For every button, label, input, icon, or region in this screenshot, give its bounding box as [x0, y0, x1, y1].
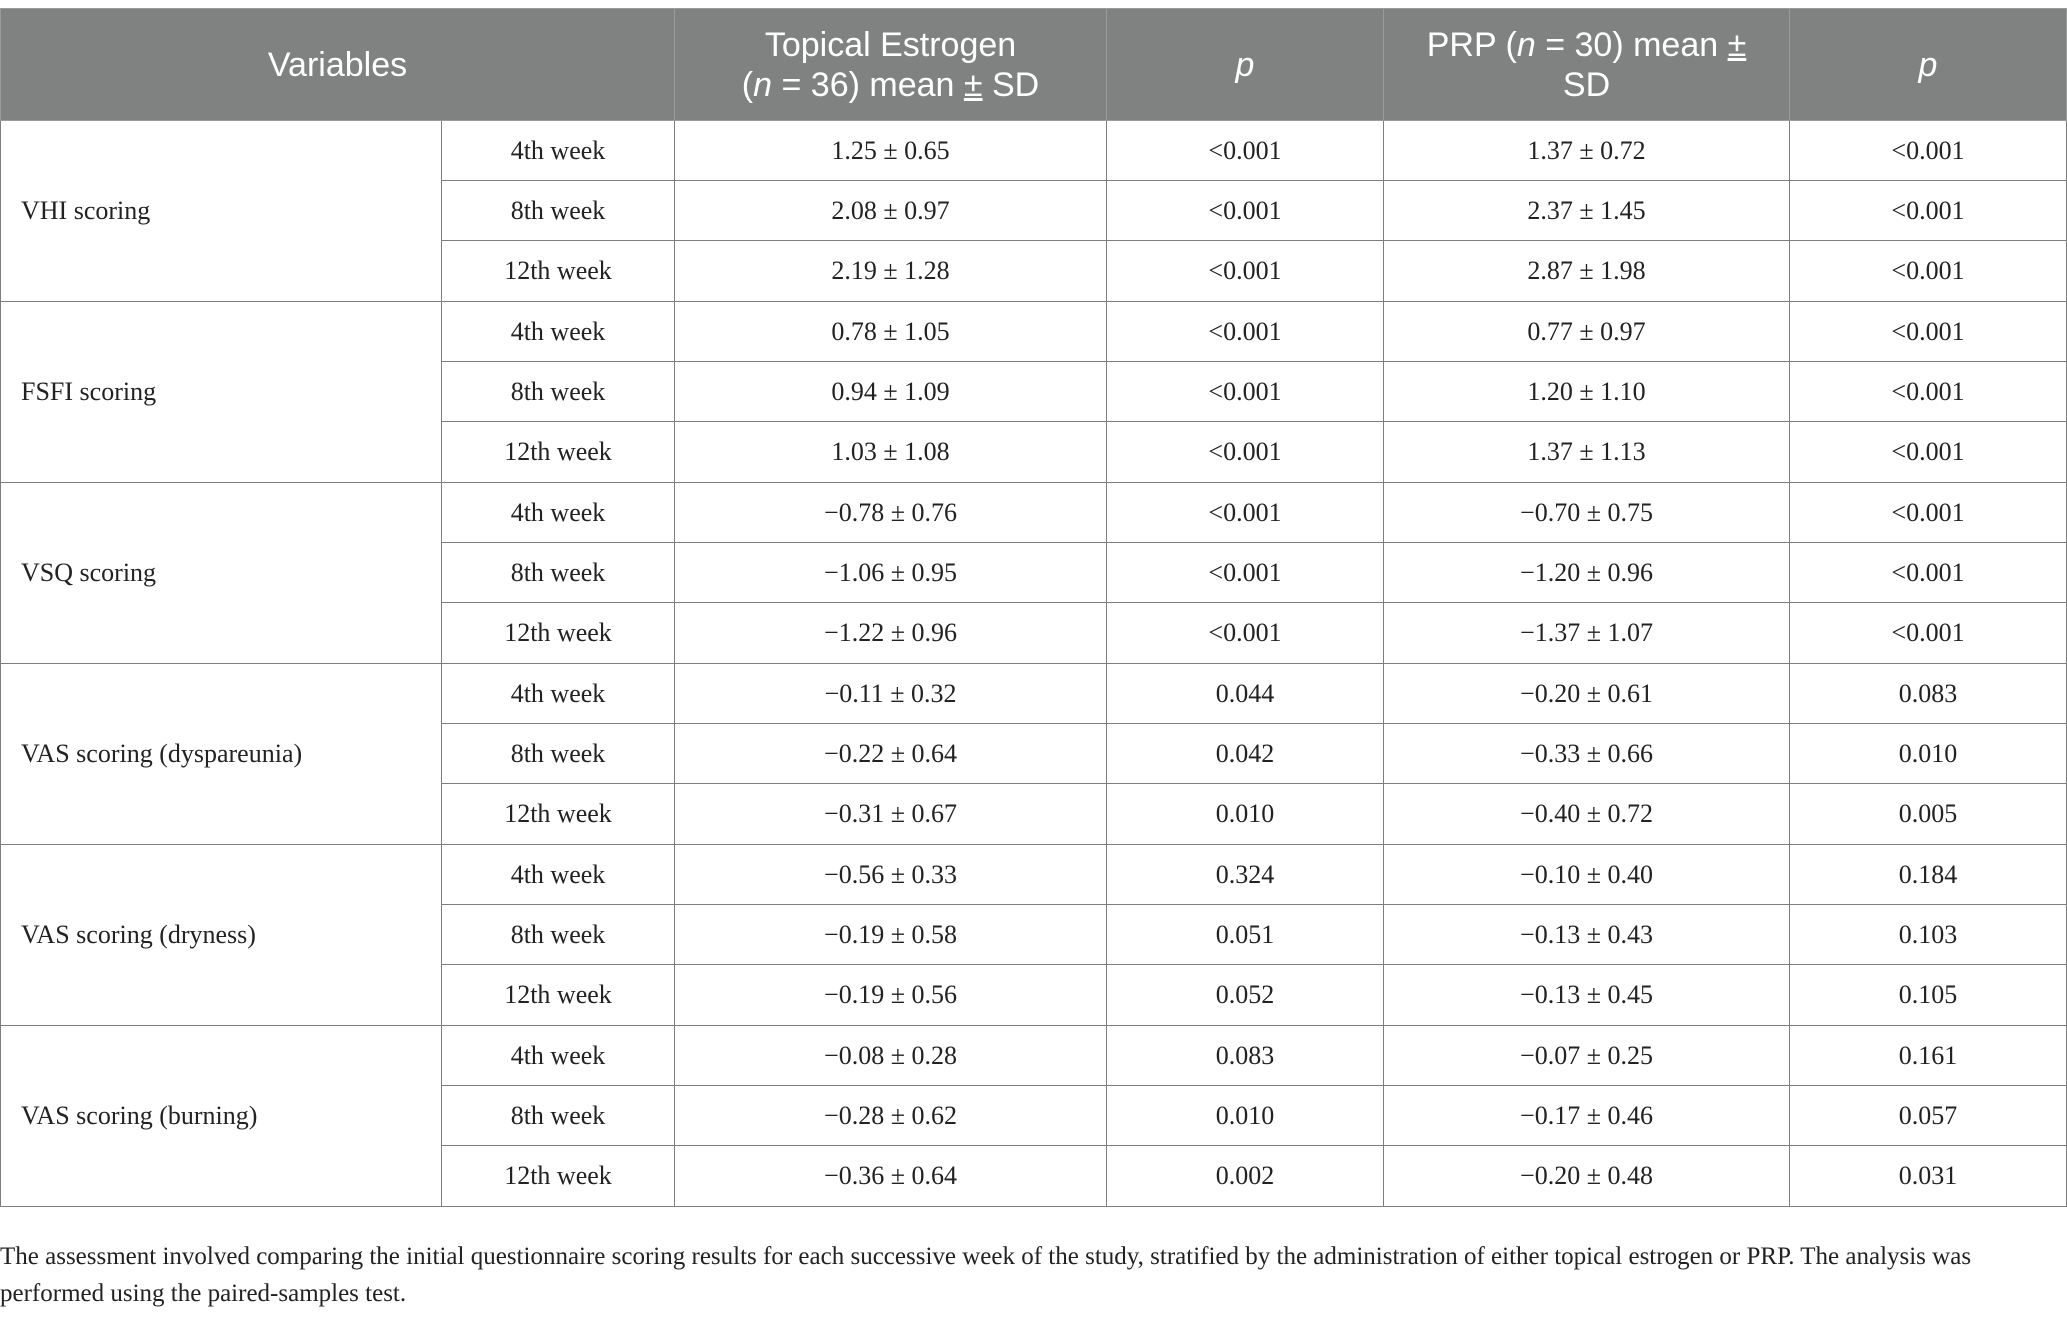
prp-p-cell: <0.001	[1790, 181, 2067, 241]
variable-cell: VSQ scoring	[1, 483, 442, 664]
prp-value-cell: 0.77 ± 0.97	[1384, 302, 1790, 362]
estrogen-value-cell: −0.19 ± 0.58	[675, 905, 1107, 965]
estrogen-p-cell: <0.001	[1107, 302, 1384, 362]
week-cell: 8th week	[442, 543, 675, 603]
week-cell: 4th week	[442, 845, 675, 905]
prp-value-cell: −0.40 ± 0.72	[1384, 784, 1790, 845]
estrogen-value-cell: −0.28 ± 0.62	[675, 1086, 1107, 1146]
week-cell: 12th week	[442, 241, 675, 302]
table-footnote: The assessment involved comparing the initial questionnaire scoring results for each successive week of the study, stratified by the administration of either topical estrogen or PRP. The analysis was performed using the paired-samples test.	[0, 1243, 1972, 1307]
estrogen-value-cell: −0.36 ± 0.64	[675, 1146, 1107, 1207]
prp-p-cell: 0.161	[1790, 1026, 2067, 1086]
estrogen-value-cell: 0.78 ± 1.05	[675, 302, 1107, 362]
estrogen-p-cell: <0.001	[1107, 241, 1384, 302]
week-cell: 4th week	[442, 664, 675, 724]
prp-value-cell: 2.37 ± 1.45	[1384, 181, 1790, 241]
estrogen-p-cell: 0.051	[1107, 905, 1384, 965]
header-prp-plusminus: ±	[1727, 25, 1747, 64]
week-cell: 12th week	[442, 422, 675, 483]
estrogen-p-cell: 0.052	[1107, 965, 1384, 1026]
prp-p-cell: 0.010	[1790, 724, 2067, 784]
week-cell: 4th week	[442, 1026, 675, 1086]
estrogen-p-cell: 0.324	[1107, 845, 1384, 905]
estrogen-p-cell: <0.001	[1107, 121, 1384, 181]
header-estrogen-line1: Topical Estrogen	[764, 25, 1017, 64]
header-p-prp: p	[1790, 9, 2067, 121]
header-estrogen-n-open: (	[741, 65, 754, 104]
prp-p-cell: 0.105	[1790, 965, 2067, 1026]
table-row	[1, 845, 2067, 905]
estrogen-value-cell: 1.03 ± 1.08	[675, 422, 1107, 483]
estrogen-value-cell: −1.22 ± 0.96	[675, 603, 1107, 664]
header-prp-sd: SD	[1562, 65, 1611, 104]
week-cell: 4th week	[442, 121, 675, 181]
table-body	[1, 121, 2067, 1207]
variable-cell: VAS scoring (burning)	[1, 1026, 442, 1207]
table-row	[1, 302, 2067, 362]
week-cell: 4th week	[442, 483, 675, 543]
week-cell: 12th week	[442, 784, 675, 845]
table-row	[1, 483, 2067, 543]
estrogen-value-cell: −0.56 ± 0.33	[675, 845, 1107, 905]
header-estrogen-n-rest: = 36) mean	[772, 65, 964, 104]
week-cell: 8th week	[442, 1086, 675, 1146]
estrogen-value-cell: 2.08 ± 0.97	[675, 181, 1107, 241]
estrogen-value-cell: −0.22 ± 0.64	[675, 724, 1107, 784]
week-cell: 8th week	[442, 724, 675, 784]
estrogen-p-cell: <0.001	[1107, 362, 1384, 422]
prp-value-cell: −0.07 ± 0.25	[1384, 1026, 1790, 1086]
prp-p-cell: <0.001	[1790, 483, 2067, 543]
prp-p-cell: <0.001	[1790, 121, 2067, 181]
table-row	[1, 664, 2067, 724]
header-prp-pre: PRP (	[1426, 25, 1517, 64]
estrogen-value-cell: 0.94 ± 1.09	[675, 362, 1107, 422]
estrogen-p-cell: <0.001	[1107, 543, 1384, 603]
variable-cell: VHI scoring	[1, 121, 442, 302]
estrogen-p-cell: 0.010	[1107, 1086, 1384, 1146]
prp-p-cell: <0.001	[1790, 241, 2067, 302]
prp-p-cell: 0.083	[1790, 664, 2067, 724]
week-cell: 4th week	[442, 302, 675, 362]
week-cell: 12th week	[442, 965, 675, 1026]
header-prp-n-symbol: n	[1516, 25, 1536, 64]
prp-value-cell: 1.37 ± 0.72	[1384, 121, 1790, 181]
prp-value-cell: −1.20 ± 0.96	[1384, 543, 1790, 603]
header-row	[1, 9, 2067, 121]
header-variables: Variables	[1, 9, 675, 121]
header-topical-estrogen	[675, 9, 1107, 121]
estrogen-value-cell: 2.19 ± 1.28	[675, 241, 1107, 302]
table-row	[1, 1026, 2067, 1086]
prp-value-cell: −1.37 ± 1.07	[1384, 603, 1790, 664]
week-cell: 12th week	[442, 603, 675, 664]
variable-cell: VAS scoring (dyspareunia)	[1, 664, 442, 845]
prp-p-cell: <0.001	[1790, 302, 2067, 362]
prp-p-cell: <0.001	[1790, 422, 2067, 483]
results-table	[0, 8, 2067, 1207]
header-prp-n-rest: = 30) mean	[1535, 25, 1728, 64]
week-cell: 8th week	[442, 362, 675, 422]
prp-p-cell: 0.031	[1790, 1146, 2067, 1207]
table-row	[1, 121, 2067, 181]
prp-value-cell: −0.13 ± 0.43	[1384, 905, 1790, 965]
prp-value-cell: −0.20 ± 0.61	[1384, 664, 1790, 724]
header-estrogen-n-symbol: n	[753, 65, 773, 104]
variable-cell: FSFI scoring	[1, 302, 442, 483]
prp-p-cell: 0.103	[1790, 905, 2067, 965]
estrogen-p-cell: <0.001	[1107, 603, 1384, 664]
estrogen-p-cell: 0.044	[1107, 664, 1384, 724]
estrogen-value-cell: −0.08 ± 0.28	[675, 1026, 1107, 1086]
prp-p-cell: 0.184	[1790, 845, 2067, 905]
estrogen-p-cell: <0.001	[1107, 483, 1384, 543]
prp-p-cell: <0.001	[1790, 362, 2067, 422]
variable-cell: VAS scoring (dryness)	[1, 845, 442, 1026]
estrogen-p-cell: 0.042	[1107, 724, 1384, 784]
table-header	[1, 9, 2067, 121]
prp-value-cell: 1.20 ± 1.10	[1384, 362, 1790, 422]
header-p-estrogen: p	[1107, 9, 1384, 121]
estrogen-value-cell: −0.11 ± 0.32	[675, 664, 1107, 724]
header-estrogen-plusminus: ±	[963, 65, 983, 104]
week-cell: 8th week	[442, 181, 675, 241]
header-prp	[1384, 9, 1790, 121]
estrogen-p-cell: 0.002	[1107, 1146, 1384, 1207]
prp-value-cell: −0.17 ± 0.46	[1384, 1086, 1790, 1146]
prp-value-cell: −0.33 ± 0.66	[1384, 724, 1790, 784]
estrogen-p-cell: <0.001	[1107, 422, 1384, 483]
estrogen-value-cell: −1.06 ± 0.95	[675, 543, 1107, 603]
estrogen-p-cell: 0.083	[1107, 1026, 1384, 1086]
prp-p-cell: 0.005	[1790, 784, 2067, 845]
estrogen-value-cell: 1.25 ± 0.65	[675, 121, 1107, 181]
estrogen-p-cell: 0.010	[1107, 784, 1384, 845]
prp-value-cell: −0.20 ± 0.48	[1384, 1146, 1790, 1207]
prp-p-cell: <0.001	[1790, 543, 2067, 603]
prp-value-cell: −0.70 ± 0.75	[1384, 483, 1790, 543]
estrogen-value-cell: −0.78 ± 0.76	[675, 483, 1107, 543]
estrogen-value-cell: −0.19 ± 0.56	[675, 965, 1107, 1026]
prp-value-cell: 2.87 ± 1.98	[1384, 241, 1790, 302]
prp-value-cell: −0.13 ± 0.45	[1384, 965, 1790, 1026]
week-cell: 8th week	[442, 905, 675, 965]
prp-value-cell: −0.10 ± 0.40	[1384, 845, 1790, 905]
prp-value-cell: 1.37 ± 1.13	[1384, 422, 1790, 483]
estrogen-value-cell: −0.31 ± 0.67	[675, 784, 1107, 845]
header-estrogen-sd: SD	[982, 65, 1040, 104]
week-cell: 12th week	[442, 1146, 675, 1207]
estrogen-p-cell: <0.001	[1107, 181, 1384, 241]
prp-p-cell: 0.057	[1790, 1086, 2067, 1146]
prp-p-cell: <0.001	[1790, 603, 2067, 664]
